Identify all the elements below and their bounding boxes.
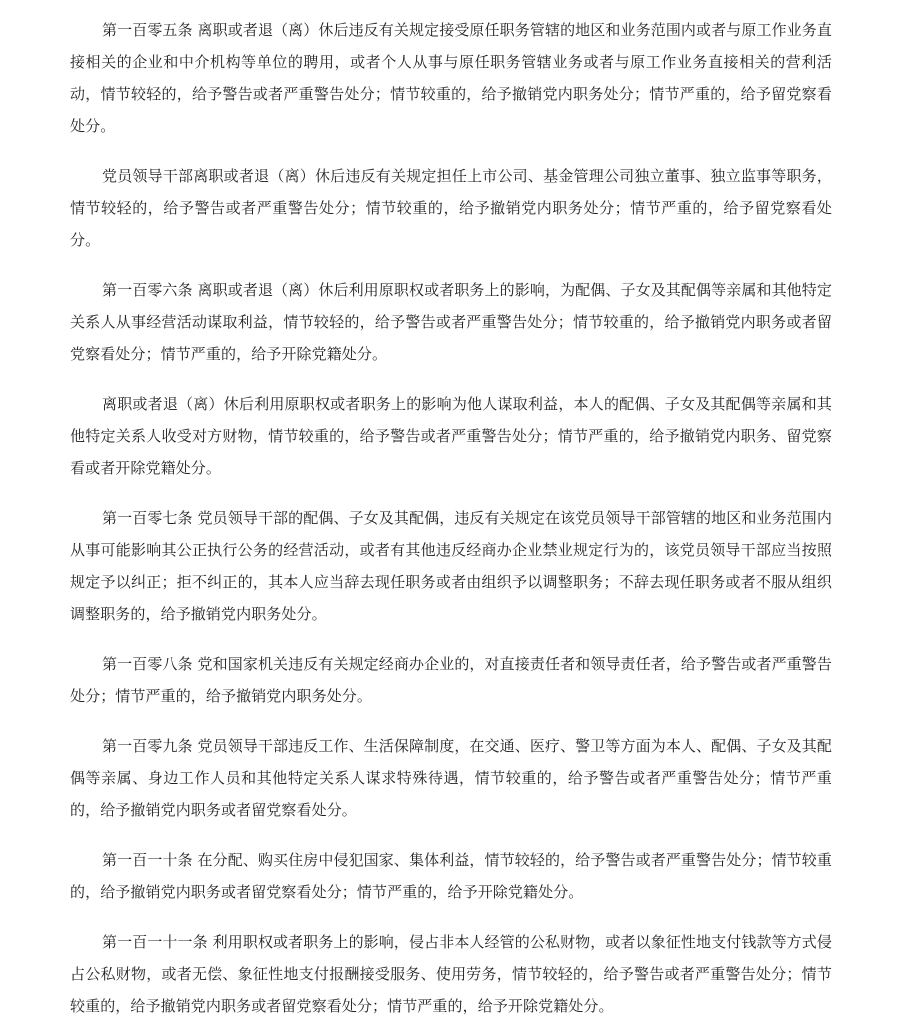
article-106-paragraph: 第一百零六条 离职或者退（离）休后利用原职权或者职务上的影响，为配偶、子女及其配偶等亲属和其他特定关系人从事经营活动谋取利益，情节较轻的，给予警告或者严重警告处分；情节较重的，给予撤销党内职务或者留党察看处分；情节严重的，给予开除党籍处分。 [70,281,832,363]
article-111-paragraph: 第一百一十一条 利用职权或者职务上的影响，侵占非本人经管的公私财物，或者以象征性地支付钱款等方式侵占公私财物，或者无偿、象征性地支付报酬接受服务、使用劳务，情节较轻的，给予警告或者严重警告处分；情节较重的，给予撤销党内职务或者留党察看处分；情节严重的，给予开除党籍处分。 [70,933,832,1015]
article-107-paragraph: 第一百零七条 党员领导干部的配偶、子女及其配偶，违反有关规定在该党员领导干部管辖的地区和业务范围内从事可能影响其公正执行公务的经营活动，或者有其他违反经商办企业禁业规定行为的，该党员领导干部应当按照规定予以纠正；拒不纠正的，其本人应当辞去现任职务或者由组织予以调整职务；不辞去现任职务或者不服从组织调整职务的，给予撤销党内职务处分。 [70,509,832,623]
article-110-paragraph: 第一百一十条 在分配、购买住房中侵犯国家、集体利益，情节较轻的，给予警告或者严重警告处分；情节较重的，给予撤销党内职务或者留党察看处分；情节严重的，给予开除党籍处分。 [70,851,832,901]
article-105-paragraph: 第一百零五条 离职或者退（离）休后违反有关规定接受原任职务管辖的地区和业务范围内或者与原工作业务直接相关的企业和中介机构等单位的聘用，或者个人从事与原任职务管辖业务或者与原工作业务直接相关的营利活动，情节较轻的，给予警告或者严重警告处分；情节较重的，给予撤销党内职务处分；情节严重的，给予留党察看处分。 [70,21,832,135]
article-106-clause-2-paragraph: 离职或者退（离）休后利用原职权或者职务上的影响为他人谋取利益，本人的配偶、子女及其配偶等亲属和其他特定关系人收受对方财物，情节较重的，给予警告或者严重警告处分；情节严重的，给予撤销党内职务、留党察看或者开除党籍处分。 [70,395,832,477]
article-108-paragraph: 第一百零八条 党和国家机关违反有关规定经商办企业的，对直接责任者和领导责任者，给予警告或者严重警告处分；情节严重的，给予撤销党内职务处分。 [70,655,832,705]
article-105-clause-2-paragraph: 党员领导干部离职或者退（离）休后违反有关规定担任上市公司、基金管理公司独立董事、独立监事等职务，情节较轻的，给予警告或者严重警告处分；情节较重的，给予撤销党内职务处分；情节严重的，给予留党察看处分。 [70,167,832,249]
article-109-paragraph: 第一百零九条 党员领导干部违反工作、生活保障制度，在交通、医疗、警卫等方面为本人、配偶、子女及其配偶等亲属、身边工作人员和其他特定关系人谋求特殊待遇，情节较重的，给予警告或者严重警告处分；情节严重的，给予撤销党内职务或者留党察看处分。 [70,737,832,819]
